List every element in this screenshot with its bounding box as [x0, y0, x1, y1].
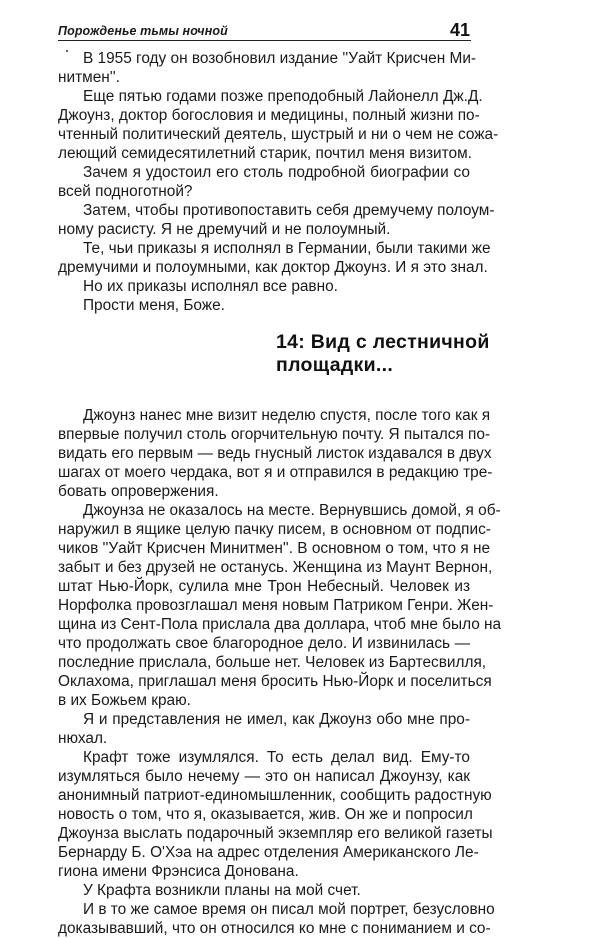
text-line: Бернарду Б. О'Хэа на адрес отделения Американского Ле- [58, 844, 479, 861]
text-line: Джоунза выслать подарочный экземпляр его великой газеты [58, 825, 493, 842]
text-line: нюхал. [58, 730, 108, 747]
text-line: ному расисту. Я не дремучий и не полоумный. [58, 221, 391, 238]
text-line: доказывавший, что он относился ко мне с пониманием и со- [58, 920, 491, 937]
text-line: Затем, чтобы противопоставить себя дремучему полоум- [83, 202, 495, 219]
text-line: Те, чьи приказы я исполнял в Германии, были такими же [83, 240, 491, 257]
text-line: Крафт тоже изумлялся. То есть делал вид. Ему-то [83, 749, 470, 766]
text-line: в их Божьем краю. [58, 692, 191, 709]
text-line: Джоунз нанес мне визит неделю спустя, после того как я [83, 407, 491, 424]
chapter-title-line-2: площадки... [276, 354, 394, 376]
text-line: И в то же самое время он писал мой портрет, безусловно [83, 901, 495, 918]
text-line: новость о том, что я, оказывается, жив. Он же и попросил [58, 806, 473, 823]
running-title: Порожденье тьмы ночной [58, 24, 228, 38]
text-line: видать его первым — ведь гнусный листок издавался в двух [58, 445, 492, 462]
text-line: Еще пятью годами позже преподобный Лайонелл Дж.Д. [83, 88, 483, 105]
text-line: анонимный патриот-единомышленник, сообщить радостную [58, 787, 492, 804]
header-rule [58, 40, 471, 41]
text-line: Джоунза не оказалось на месте. Вернувшись домой, я об- [83, 502, 501, 519]
text-line: щина из Сент-Пола прислала два доллара, чтоб мне было на [58, 616, 502, 633]
text-line: всей подноготной? [58, 183, 193, 200]
running-header [58, 22, 470, 40]
text-line: Зачем я удостоил его столь подробной биографии со [83, 164, 470, 181]
text-line: леющий семидесятилетний старик, почтил меня визитом. [58, 145, 472, 162]
text-line: изумляться было нечему — это он написал Джоунзу, как [58, 768, 470, 785]
text-line: чиков ''Уайт Крисчен Минитмен''. В основном о том, что я не [58, 540, 491, 557]
text-line: последние прислала, больше нет. Человек из Бартесвилля, [58, 654, 487, 671]
text-line: У Крафта возникли планы на мой счет. [83, 882, 361, 899]
text-line: Оклахома, приглашал меня бросить Нью-Йорк и поселиться [58, 673, 492, 690]
chapter-title-line-1: 14: Вид с лестничной [276, 331, 490, 353]
text-line: Норфолка провозглашал меня новым Патриком Генри. Жен- [58, 597, 494, 614]
chapter-heading [276, 331, 490, 377]
text-line: наружил в ящике целую пачку писем, в основном от подпис- [58, 521, 491, 538]
text-line: забыт и без друзей не останусь. Женщина из Маунт Вернон, [58, 559, 493, 576]
text-line: штат Нью-Йорк, сулила мне Трон Небесный. Человек из [58, 578, 470, 595]
text-line: нитмен''. [58, 69, 120, 86]
text-line: дремучими и полоумными, как доктор Джоунз. И я это знал. [58, 259, 488, 276]
page-number: 41 [449, 20, 470, 40]
text-block-before-chapter [58, 49, 499, 315]
text-line: Джоунз, доктор богословия и медицины, полный жизни по- [58, 107, 480, 124]
text-line: бовать опровержения. [58, 483, 219, 500]
text-block-chapter-body [58, 406, 502, 938]
text-line: Прости меня, Боже. [83, 297, 225, 314]
text-line: Я и представления не имел, как Джоунз обо мне про- [83, 711, 470, 728]
text-line: впервые получил столь огорчительную почту. Я пытался по- [58, 426, 491, 443]
text-line: что продолжать свое благородное дело. И извинилась — [58, 635, 470, 652]
text-line: гиона имени Фрэнсиса Донована. [58, 863, 299, 880]
text-line: Но их приказы исполнял все равно. [83, 278, 338, 295]
text-line: чтенный политический деятель, шустрый и ни о чем не сожа- [58, 126, 499, 143]
text-line: В 1955 году он возобновил издание ''Уайт Крисчен Ми- [83, 50, 477, 67]
text-line: шагах от моего чердака, вот я и отправился в редакцию тре- [58, 464, 493, 481]
